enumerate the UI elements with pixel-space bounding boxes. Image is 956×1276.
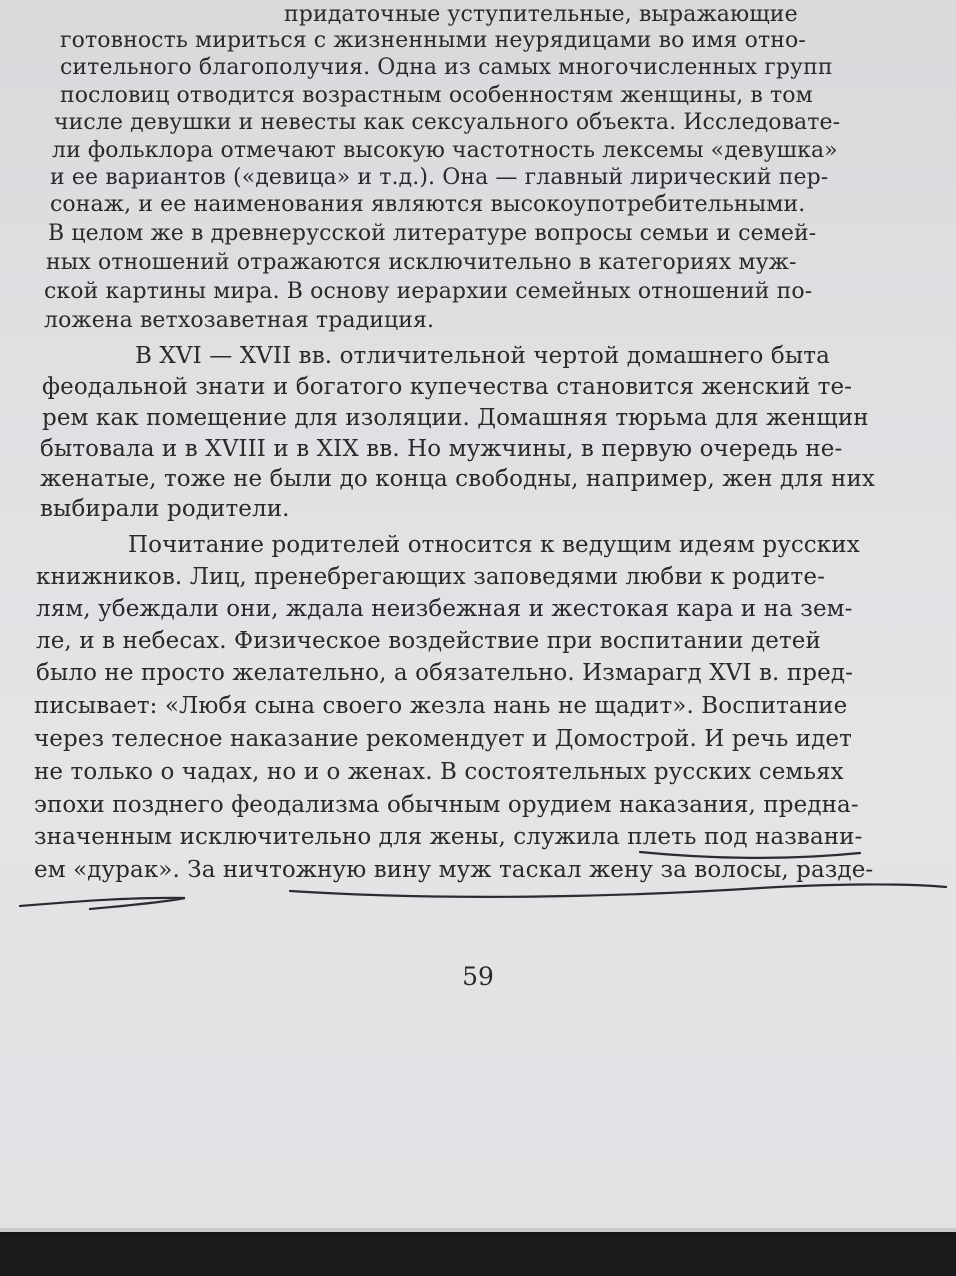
text-line: ных отношений отражаются исключительно в категориях муж- (46, 250, 797, 275)
page-edge (0, 1228, 956, 1232)
text-line: В XVI — XVII вв. отличительной чертой домашнего быта (135, 343, 830, 369)
text-line: не только о чадах, но и о женах. В состоятельных русских семьях (34, 759, 844, 785)
text-line: книжников. Лиц, пренебрегающих заповедями любви к родите- (36, 564, 825, 590)
text-line: рем как помещение для изоляции. Домашняя тюрьма для женщин (42, 405, 869, 431)
page-number: 59 (462, 962, 494, 991)
text-line: значенным исключительно для жены, служила плеть под названи- (34, 824, 863, 850)
text-line: пословиц отводится возрастным особенностям женщины, в том (60, 83, 813, 108)
text-line: женатые, тоже не были до конца свободны, например, жен для них (40, 466, 875, 492)
text-line: ложена ветхозаветная традиция. (44, 308, 435, 333)
text-line: лям, убеждали они, ждала неизбежная и жестокая кара и на зем- (36, 596, 853, 622)
text-line: В целом же в древнерусской литературе вопросы семьи и семей- (48, 221, 817, 246)
text-line: ем «дурак». За ничтожную вину муж таскал жену за волосы, разде- (34, 857, 874, 883)
text-line: готовность мириться с жизненными неурядицами во имя отно- (60, 28, 806, 53)
text-line: сительного благополучия. Одна из самых многочисленных групп (60, 55, 833, 80)
text-line: ли фольклора отмечают высокую частотность лексемы «девушка» (52, 138, 838, 163)
text-line: эпохи позднего феодализма обычным орудием наказания, предна- (34, 792, 859, 818)
text-line: выбирали родители. (40, 496, 290, 522)
text-line: ле, и в небесах. Физическое воздействие при воспитании детей (36, 628, 821, 654)
text-line: ской картины мира. В основу иерархии семейных отношений по- (44, 279, 813, 304)
text-line: бытовала и в XVIII и в XIX вв. Но мужчины, в первую очередь не- (40, 436, 843, 462)
text-line: Почитание родителей относится к ведущим идеям русских (128, 532, 860, 558)
text-line: феодальной знати и богатого купечества становится женский те- (42, 374, 853, 400)
text-line: было не просто желательно, а обязательно. Измарагд XVI в. пред- (36, 660, 853, 686)
text-line: числе девушки и невесты как сексуального объекта. Исследовате- (54, 110, 841, 135)
text-line: сонаж, и ее наименования являются высокоупотребительными. (50, 192, 806, 217)
text-line: писывает: «Любя сына своего жезла нань не щадит». Воспитание (34, 693, 848, 719)
text-line: и ее вариантов («девица» и т.д.). Она — главный лирический пер- (50, 165, 829, 190)
text-line: придаточные уступительные, выражающие (284, 2, 798, 27)
text-line: через телесное наказание рекомендует и Домострой. И речь идет (34, 726, 852, 752)
